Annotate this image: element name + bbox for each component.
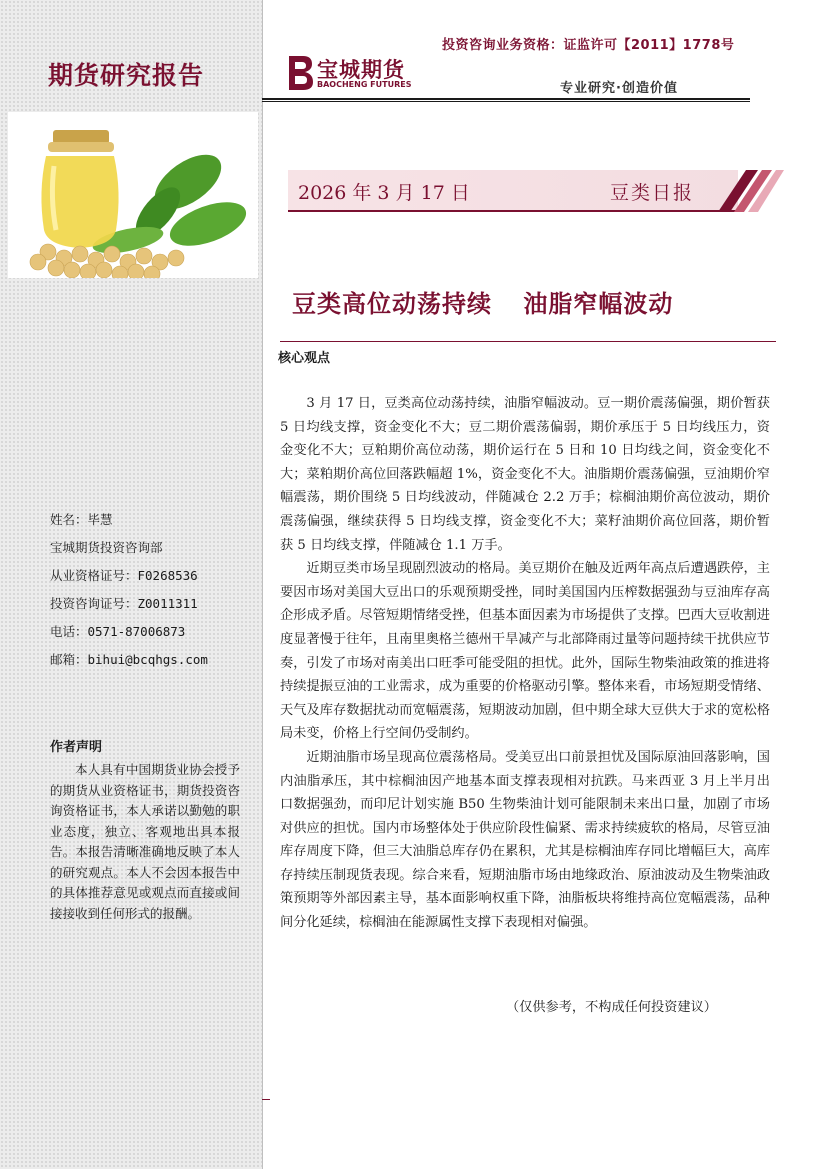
company-logo xyxy=(285,50,425,96)
declaration-text: 本人具有中国期货业协会授予的期货从业资格证书，期货投资咨询资格证书，本人承诺以勤勉的职业态度，独立、客观地出具本报告。本报告清晰准确地反映了本人的研究观点。本人不会因本报告中的具体推荐意见或观点而直接或间接接收到任何形式的报酬。 xyxy=(50,762,240,921)
logo-chinese-name: 宝城期货 xyxy=(317,58,405,82)
soybean-oil-illustration xyxy=(8,112,258,278)
headline-divider xyxy=(280,341,776,342)
author-consult-cert: 投资咨询证号：Z0011311 xyxy=(50,596,198,611)
author-name: 姓名：毕慧 xyxy=(50,512,113,527)
disclaimer-note: （仅供参考，不构成任何投资建议） xyxy=(506,1000,717,1015)
header-divider xyxy=(262,98,750,100)
paragraph-market-summary: 3 月 17 日，豆类高位动荡持续，油脂窄幅波动。豆一期价震荡偏强，期价暂获 5 日均线支撑，资金变化不大；豆二期价震荡偏弱，期价承压于 5 日均线压力，资金变化不大；豆粕期价高位动荡，期价运行在 5 日和 10 日均线之间，资金变化不大；菜粕期价高位回落跌幅超 1%，资金变化不大。油脂期价震荡偏强，豆油期价窄幅震荡，期价围绕 5 日均线波动，伴随减仓 2.2 万手；棕榈油期价高位波动，期价震荡偏强，继续获得 5 日均线支撑，资金变化不大；菜籽油期价高位回落，期价暂获 5 日均线支撑，伴随减仓 1.1 万手。 xyxy=(280,396,770,553)
author-email[interactable]: 邮箱：bihui@bcqhgs.com xyxy=(50,652,208,667)
page-tick-mark xyxy=(262,1099,270,1100)
headline: 豆类高位动荡持续 油脂窄幅波动 xyxy=(292,290,674,318)
logo-english-name: BAOCHENG FUTURES xyxy=(317,80,412,89)
report-body xyxy=(280,392,770,935)
baocheng-logo-icon xyxy=(285,52,315,92)
section-label-core-views: 核心观点 xyxy=(278,351,331,366)
qualification-line: 投资咨询业务资格：证监许可【2011】1778号 xyxy=(442,38,735,53)
cover-photo xyxy=(8,112,258,278)
report-type: 豆类日报 xyxy=(610,182,695,204)
paragraph-soybean-analysis: 近期豆类市场呈现剧烈波动的格局。美豆期价在触及近两年高点后遭遇跌停，主要因市场对美国大豆出口的乐观预期受挫，同时美国国内压榨数据强劲与豆油库存高企形成矛盾。尽管短期情绪受挫，但基本面因素为市场提供了支撑。巴西大豆收割进度显著慢于往年，且南里奥格兰德州干旱减产与北部降雨过量等问题持续干扰供应节奏，引发了市场对南美出口旺季可能受阻的担忧。此外，国际生物柴油政策的推进将持续提振豆油的工业需求，成为重要的价格驱动引擎。整体来看，市场短期受情绪、天气及库存数据扰动而宽幅震荡，短期波动加剧，但中期全球大豆供大于求的宽松格局未变，价格上行空间仍受制约。 xyxy=(280,561,770,742)
sidebar-divider xyxy=(262,0,263,1169)
author-department: 宝城期货投资咨询部 xyxy=(50,540,163,555)
company-motto: 专业研究·创造价值 xyxy=(560,81,678,96)
banner-stripes-decoration xyxy=(708,170,784,212)
date-banner xyxy=(288,170,784,210)
report-series-title: 期货研究报告 xyxy=(48,61,205,90)
author-practice-cert: 从业资格证号：F0268536 xyxy=(50,568,198,583)
author-phone: 电话：0571-87006873 xyxy=(50,624,186,639)
paragraph-oil-analysis: 近期油脂市场呈现高位震荡格局。受美豆出口前景担忧及国际原油回落影响，国内油脂承压，其中棕榈油因产地基本面支撑表现相对抗跌。马来西亚 3 月上半月出口数据强劲，而印尼计划实施 B50 生物柴油计划可能限制未来出口量，加剧了市场对供应的担忧。国内市场整体处于供应阶段性偏紧、需求持续疲软的格局，尽管豆油库存周度下降，但三大油脂总库存仍在累积，尤其是棕榈油库存同比增幅巨大，高库存持续压制现货表现。综合来看，短期油脂市场由地缘政治、原油波动及生物柴油政策预期等外部因素主导，基本面影响权重下降，油脂板块将维持高位宽幅震荡，品种间分化延续，棕榈油在能源属性支撑下表现相对偏强。 xyxy=(280,749,770,931)
report-date: 2026 年 3 月 17 日 xyxy=(298,182,470,204)
declaration-title: 作者声明 xyxy=(50,740,103,755)
author-info xyxy=(50,512,208,680)
header-divider-thin xyxy=(262,101,750,102)
